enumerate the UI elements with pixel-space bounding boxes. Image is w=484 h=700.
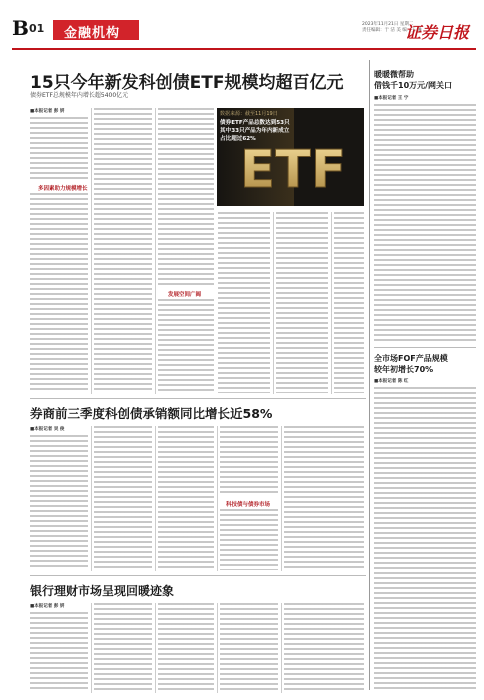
masthead	[0, 0, 484, 50]
issue-editors: 责任编辑：于 洁 美 编：王 琳	[362, 28, 422, 33]
main-text-col-1b	[30, 193, 88, 393]
masthead-rule	[12, 48, 476, 50]
column-rule	[273, 212, 274, 394]
column-rule	[331, 212, 332, 394]
rail-byline-2: ■本报记者 陈 红	[374, 379, 409, 384]
column-rule	[281, 603, 282, 693]
main-text-col-3b	[158, 299, 214, 393]
newspaper-logo: 证券日报	[405, 23, 470, 42]
rail-headline-2	[374, 353, 448, 375]
rail-headline-1-line-2: 借钱千10万元/网关口	[374, 81, 453, 90]
story2-col-4b	[220, 509, 278, 570]
column-rule	[281, 426, 282, 571]
column-rule	[91, 108, 92, 394]
main-text-col-3a	[158, 108, 214, 286]
main-text-col-6	[334, 212, 364, 393]
story2-col-1	[30, 435, 88, 570]
story2-byline: ■本报记者 吴 俊	[30, 427, 65, 432]
story2-headline: 券商前三季度科创债承销额同比增长近58%	[30, 406, 273, 421]
graphic-stat-2: 其中33只产品为年内新成立	[220, 128, 290, 134]
graphic-date: 数据来源：截至11月19日	[220, 111, 278, 117]
page-number: 01	[29, 22, 45, 35]
column-rule	[91, 603, 92, 693]
rail-text-2	[374, 387, 476, 690]
column-rule	[155, 603, 156, 693]
graphic-stat-1: 债券ETF产品总数达到53只	[220, 120, 290, 126]
svg-text:ETF: ETF	[239, 140, 347, 195]
rail-headline-2-line-2: 较年初增长70%	[374, 365, 434, 374]
column-rule	[155, 108, 156, 394]
rail-rule	[369, 60, 370, 690]
main-text-col-1a	[30, 117, 88, 179]
story3-col-5	[284, 603, 364, 692]
main-text-col-4	[218, 212, 270, 393]
rail-headline-1-line-1: 暖暖微帮助	[374, 70, 414, 79]
story2-section: 科技债与债券市场	[226, 502, 271, 508]
story-divider	[30, 575, 366, 576]
rail-headline-2-line-1: 全市场FOF产品规模	[374, 354, 448, 363]
story3-byline: ■本报记者 彭 妍	[30, 604, 65, 609]
main-text-col-5	[276, 212, 328, 393]
main-text-col-2	[94, 108, 152, 393]
story3-col-1	[30, 612, 88, 692]
story-divider	[30, 398, 366, 399]
etf-3d-letters	[228, 135, 358, 195]
column-rule	[217, 603, 218, 693]
rail-text-1	[374, 104, 476, 344]
main-headline: 15只今年新发科创债ETF规模均超百亿元	[30, 73, 344, 93]
main-section-2: 发展空间广阔	[168, 292, 202, 298]
column-rule	[155, 426, 156, 571]
column-rule	[91, 426, 92, 571]
rail-divider	[374, 347, 476, 348]
story2-col-4a	[220, 426, 278, 496]
main-subhead: 债券ETF总规模年内增长超5400亿元	[30, 92, 129, 99]
story2-col-5	[284, 426, 364, 570]
rail-headline-1	[374, 69, 452, 91]
story3-col-2	[94, 603, 152, 692]
main-section-1: 多因素助力规模增长	[38, 186, 88, 192]
rail-byline-1: ■本报记者 王 宁	[374, 96, 409, 101]
issue-date: 2023年11月21日 星期二	[362, 22, 414, 27]
page-letter: B	[12, 16, 29, 40]
story3-headline: 银行理财市场呈现回暖迹象	[30, 584, 175, 598]
story3-col-4	[220, 603, 278, 692]
graphic-stat-3: 占比超过62%	[220, 136, 256, 142]
story2-col-2	[94, 426, 152, 570]
section-title: 金融机构	[64, 26, 121, 41]
column-rule	[217, 426, 218, 571]
story2-col-3	[158, 426, 214, 570]
main-byline: ■本报记者 彭 妍	[30, 109, 65, 114]
story3-col-3	[158, 603, 214, 692]
